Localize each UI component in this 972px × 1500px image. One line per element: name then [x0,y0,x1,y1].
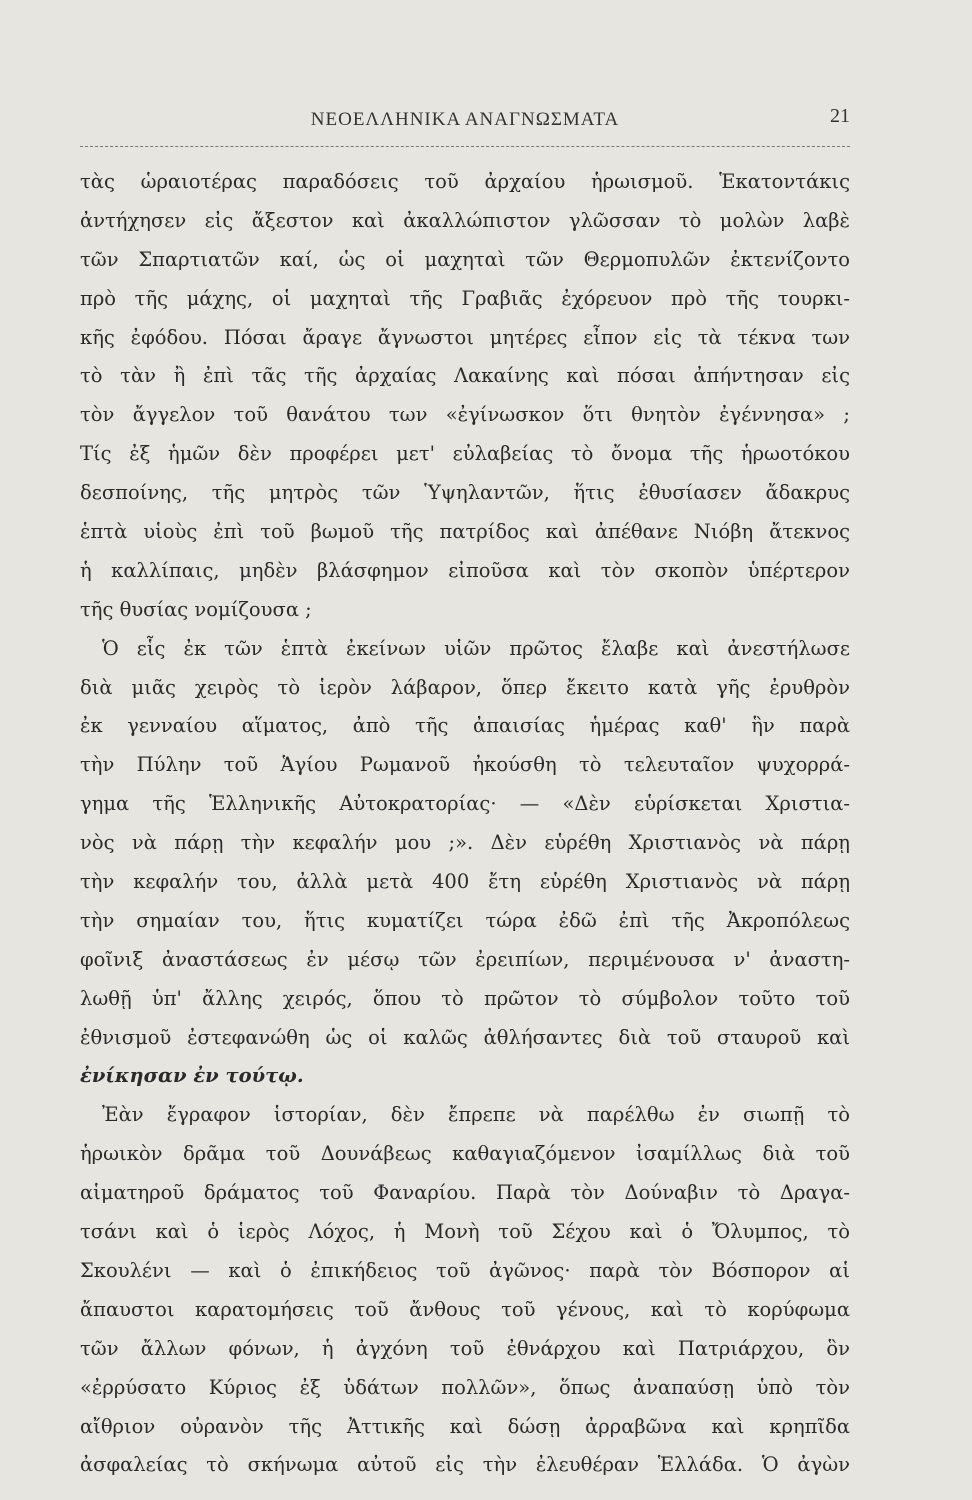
text-line: Τίς ἐξ ἡμῶν δὲν προφέρει μετ' εὐλαβείας τὸ ὄνομα τῆς ἡρωοτόκου [80,442,850,466]
text-line: ἐκ γενναίου αἵματος, ἀπὸ τῆς ἀπαισίας ἡμέρας καθ' ἣν παρὰ [80,714,850,738]
text-line: «ἐρρύσατο Κύριος ἐξ ὑδάτων πολλῶν», ὅπως ἀναπαύσῃ ὑπὸ τὸν [80,1375,850,1399]
text-line: Ἐὰν ἔγραφον ἱστορίαν, δὲν ἔπρεπε νὰ παρέλθω ἐν σιωπῇ τὸ [102,1103,850,1127]
text-line: τῶν ἄλλων φόνων, ἡ ἀγχόνη τοῦ ἐθνάρχου καὶ Πατριάρχου, ὃν [80,1336,850,1360]
text-line: λωθῇ ὑπ' ἄλλης χειρός, ὅπου τὸ πρῶτον τὸ σύμβολον τοῦτο τοῦ [80,986,850,1010]
text-line: διὰ μιᾶς χειρὸς τὸ ἱερὸν λάβαρον, ὅπερ ἔκειτο κατὰ γῆς ἐρυθρὸν [80,675,850,699]
text-line: ἑπτὰ υἱοὺς ἐπὶ τοῦ βωμοῦ τῆς πατρίδος καὶ ἀπέθανε Νιόβη ἄτεκνος [80,520,850,544]
text-line: ἡρωικὸν δρᾶμα τοῦ Δουνάβεως καθαγιαζόμενον ἰσαμίλλως διὰ τοῦ [80,1142,850,1166]
running-title: ΝΕΟΕΛΛΗΝΙΚΑ ΑΝΑΓΝΩΣΜΑΤΑ [310,109,620,130]
text-line: κῆς ἐφόδου. Πόσαι ἄραγε ἄγνωστοι μητέρες εἶπον εἰς τὰ τέκνα των [80,325,850,349]
header-rule [80,146,850,147]
text-line: πρὸ τῆς μάχης, οἱ μαχηταὶ τῆς Γραβιᾶς ἐχόρευον πρὸ τῆς τουρκι- [80,286,850,310]
text-line: τῶν Σπαρτιατῶν καί, ὡς οἱ μαχηταὶ τῶν Θερμοπυλῶν ἐκτενίζοντο [80,247,850,271]
text-line: αἴθριον οὐρανὸν τῆς Ἀττικῆς καὶ δώσῃ ἀρραβῶνα καὶ κρηπῖδα [80,1414,850,1438]
text-line: τσάνι καὶ ὁ ἱερὸς Λόχος, ἡ Μονὴ τοῦ Σέχου καὶ ὁ Ὄλυμπος, τὸ [80,1220,850,1244]
text-line: Σκουλένι — καὶ ὁ ἐπικήδειος τοῦ ἀγῶνος· παρὰ τὸν Βόσπορον αἱ [80,1258,850,1282]
text-line: αἱματηροῦ δράματος τοῦ Φαναρίου. Παρὰ τὸν Δούναβιν τὸ Δραγα- [80,1181,850,1205]
text-line: τῆς θυσίας νομίζουσα ; [80,597,312,621]
text-line: τὰς ὡραιοτέρας παραδόσεις τοῦ ἀρχαίου ἡρωισμοῦ. Ἑκατοντάκις [80,170,850,193]
text-line: ἐνίκησαν ἐν τούτῳ. [80,1064,304,1088]
page-header [80,103,850,143]
text-line: γημα τῆς Ἑλληνικῆς Αὐτοκρατορίας· — «Δὲν εὑρίσκεται Χριστια- [80,792,850,816]
page-number: 21 [830,105,850,127]
text-line: τὴν κεφαλήν του, ἀλλὰ μετὰ 400 ἔτη εὑρέθη Χριστιανὸς νὰ πάρῃ [80,870,850,894]
text-line: ἄπαυστοι καρατομήσεις τοῦ ἄνθους τοῦ γένους, καὶ τὸ κορύφωμα [80,1297,850,1321]
text-line: Ὁ εἷς ἐκ τῶν ἑπτὰ ἐκείνων υἱῶν πρῶτος ἔλαβε καὶ ἀνεστήλωσε [102,636,850,660]
text-line: τὴν Πύλην τοῦ Ἁγίου Ρωμανοῦ ἠκούσθη τὸ τελευταῖον ψυχορρά- [80,753,850,777]
body-text [80,163,850,1485]
text-line: ἀσφαλείας τὸ σκήνωμα αὐτοῦ εἰς τὴν ἐλευθέραν Ἑλλάδα. Ὁ ἀγὼν [80,1453,850,1477]
text-line: τὴν σημαίαν του, ἥτις κυματίζει τώρα ἐδῶ ἐπὶ τῆς Ἀκροπόλεως [80,908,850,932]
text-line: ἡ καλλίπαις, μηδὲν βλάσφημον εἰποῦσα καὶ τὸν σκοπὸν ὑπέρτερον [80,558,850,582]
text-line: τὸ τὰν ἢ ἐπὶ τᾶς τῆς ἀρχαίας Λακαίνης καὶ πόσαι ἀπήντησαν εἰς [80,364,850,388]
text-line: ἐθνισμοῦ ἐστεφανώθη ὡς οἱ καλῶς ἀθλήσαντες διὰ τοῦ σταυροῦ καὶ [80,1025,850,1049]
text-line: ἀντήχησεν εἰς ἄξεστον καὶ ἀκαλλώπιστον γλῶσσαν τὸ μολὼν λαβὲ [80,208,850,232]
text-line: τὸν ἄγγελον τοῦ θανάτου των «ἐγίνωσκον ὅτι θνητὸν ἐγέννησα» ; [80,403,850,427]
text-line: φοῖνιξ ἀναστάσεως ἐν μέσῳ τῶν ἐρειπίων, περιμένουσα ν' ἀναστη- [80,947,850,971]
text-line: δεσποίνης, τῆς μητρὸς τῶν Ὑψηλαντῶν, ἥτις ἐθυσίασεν ἄδακρυς [80,481,850,505]
text-line: νὸς νὰ πάρῃ τὴν κεφαλήν μου ;». Δὲν εὑρέθη Χριστιανὸς νὰ πάρῃ [80,831,850,855]
